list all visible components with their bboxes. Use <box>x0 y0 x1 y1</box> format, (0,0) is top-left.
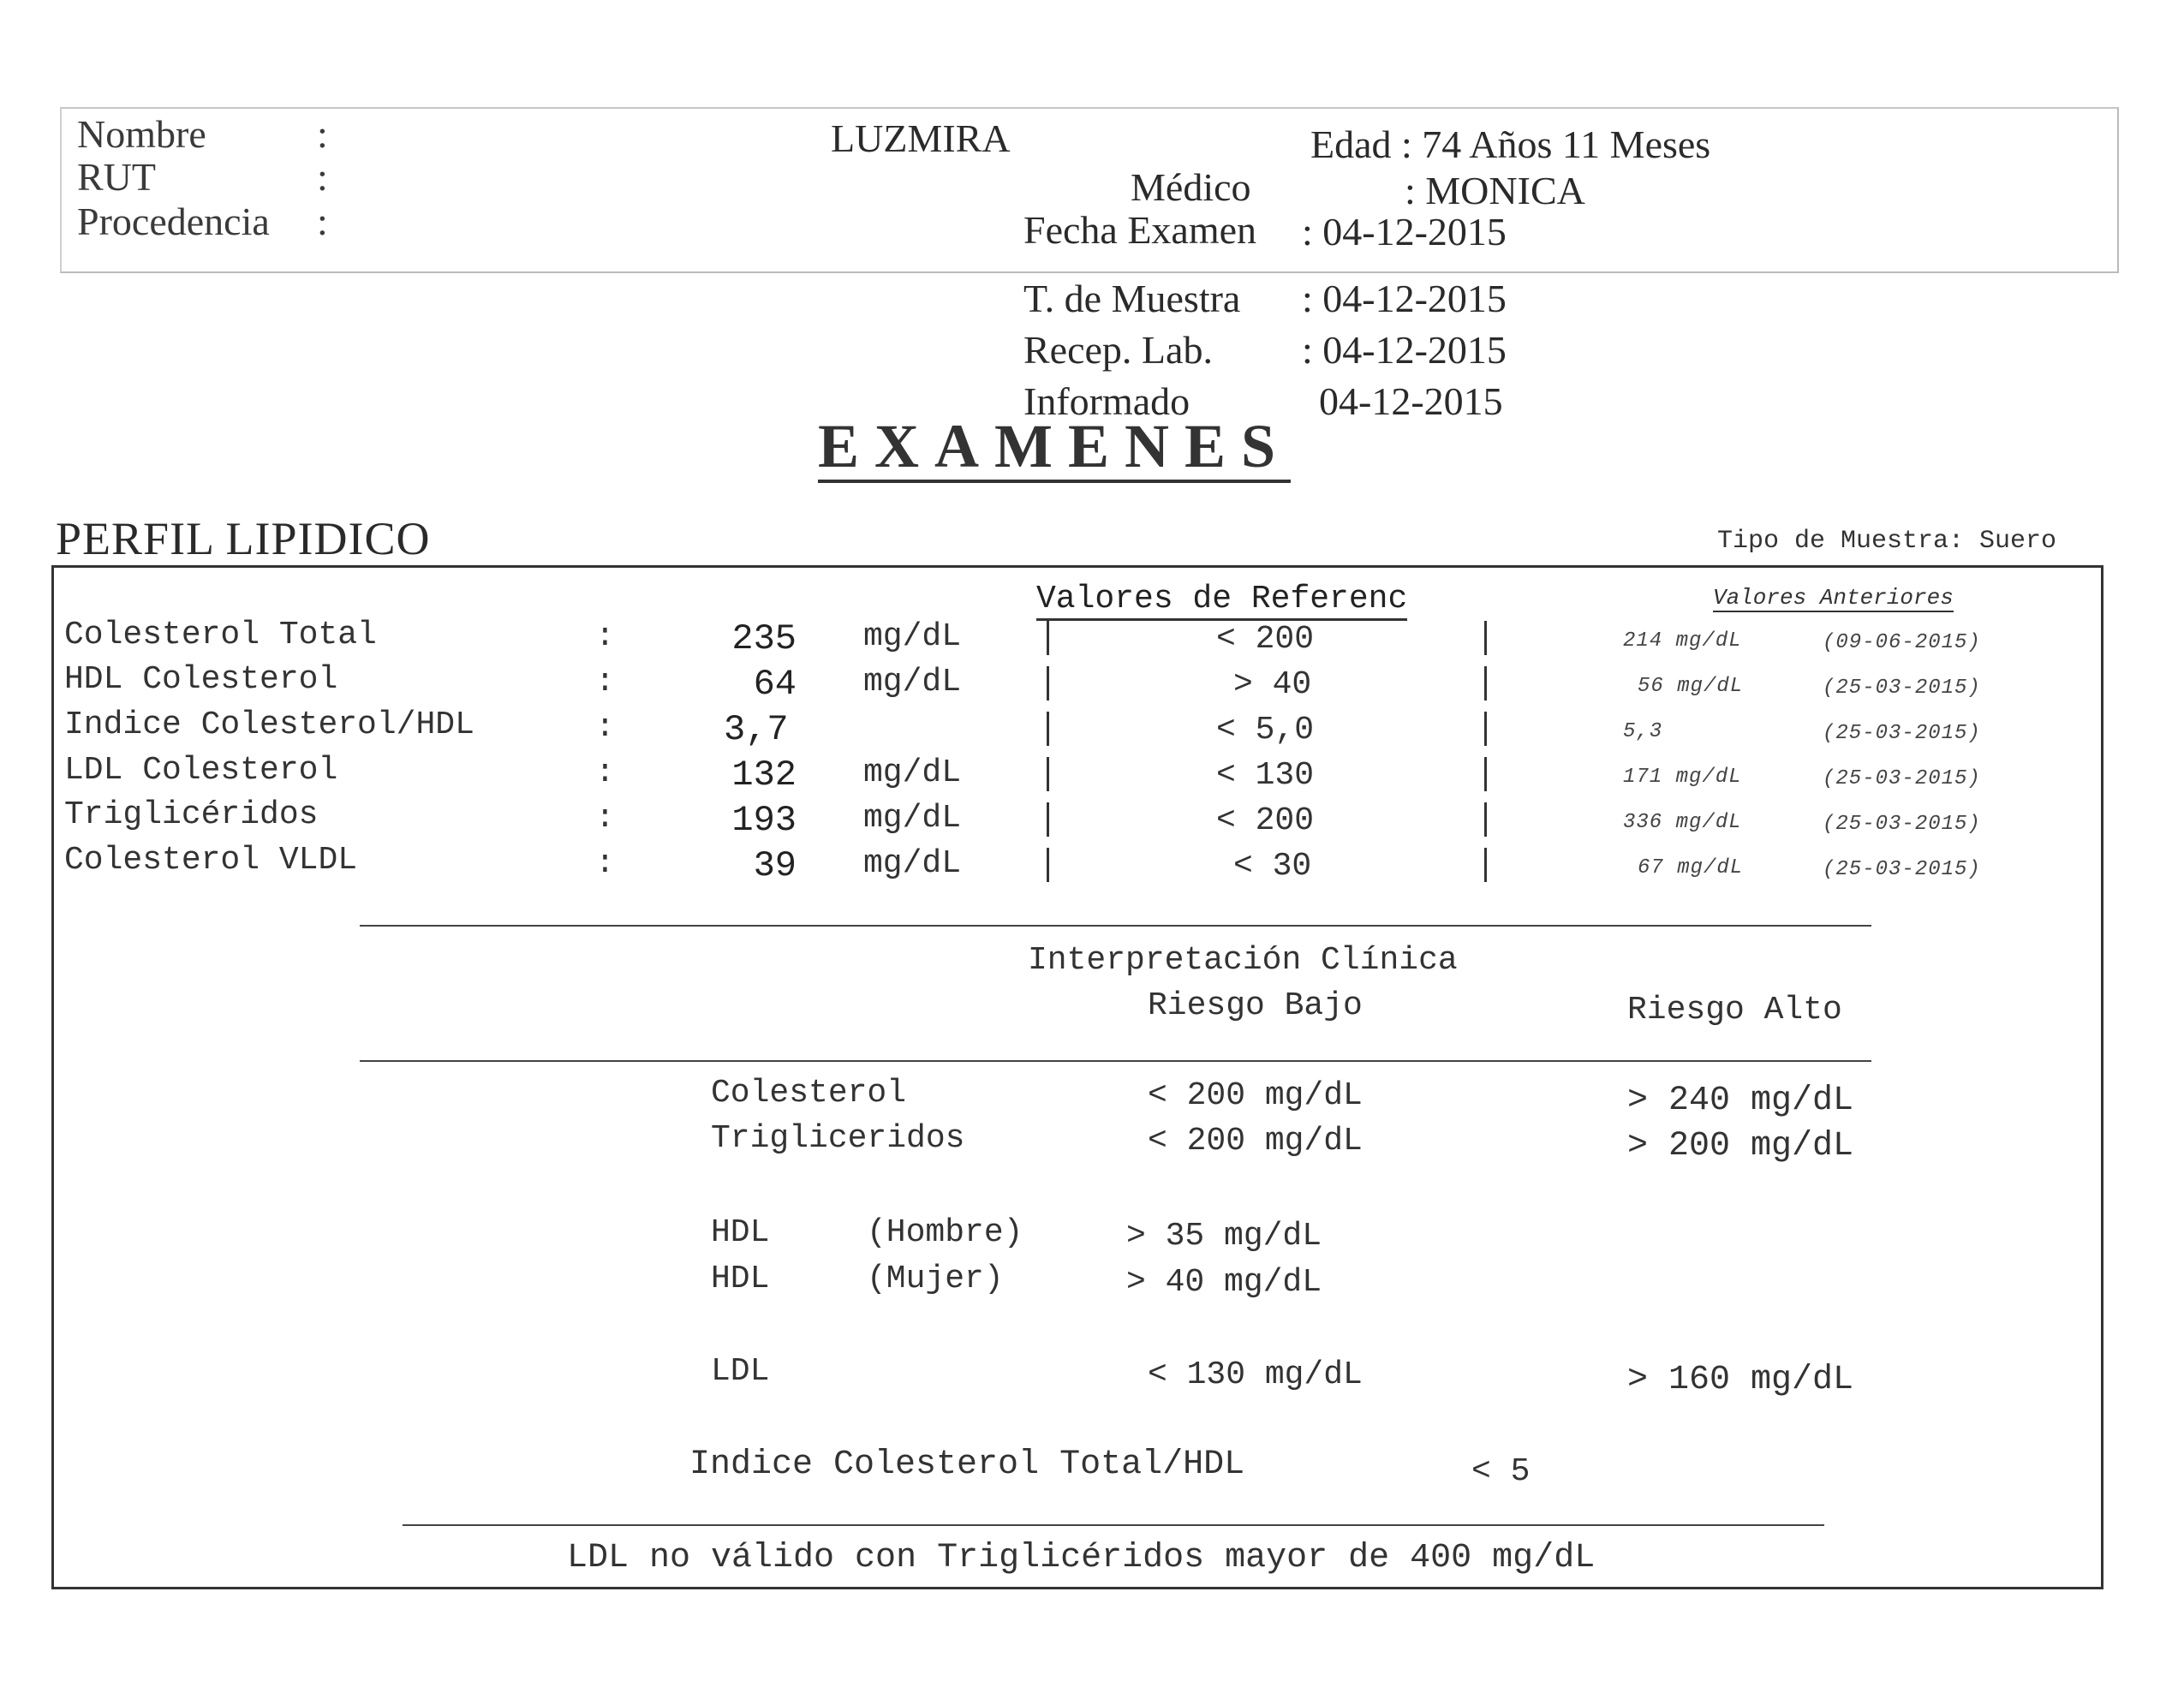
interp-ldl-high: > 160 mg/dL <box>1627 1361 1854 1399</box>
procedencia-colon: : <box>317 200 328 243</box>
row-colon: : <box>595 754 615 791</box>
reference-value: < 130 <box>1216 757 1315 794</box>
test-name: Indice Colesterol/HDL <box>64 706 474 743</box>
test-unit: mg/dL <box>863 618 962 655</box>
row-colon: : <box>595 664 615 700</box>
previous-value: 67 mg/dL <box>1638 856 1744 879</box>
fecha-examen-value: : 04-12-2015 <box>1302 210 1507 253</box>
interp-ldl-low: < 130 mg/dL <box>1148 1356 1363 1393</box>
test-unit: mg/dL <box>863 845 962 882</box>
test-value: 64 <box>753 664 797 705</box>
interp-ldl-label: LDL <box>711 1353 770 1390</box>
test-name: Colesterol Total <box>64 617 377 653</box>
divider-line <box>360 925 1871 927</box>
column-divider <box>1047 621 1049 655</box>
fecha-examen-label: Fecha Examen <box>1023 208 1257 252</box>
column-divider <box>1047 712 1049 746</box>
interpretation-title: Interpretación Clínica <box>1028 942 1458 979</box>
reference-value: < 5,0 <box>1216 712 1315 748</box>
row-colon: : <box>595 800 615 837</box>
interp-tg-label: Trigliceridos <box>711 1120 965 1157</box>
rut-colon: : <box>317 155 328 199</box>
rut-label: RUT <box>77 155 156 199</box>
procedencia-label: Procedencia <box>77 200 270 243</box>
column-divider <box>1047 802 1049 837</box>
interp-hdl-label-2: HDL <box>711 1261 770 1297</box>
column-divider <box>1484 848 1487 882</box>
divider-line <box>403 1524 1824 1526</box>
informado-value: 04-12-2015 <box>1319 379 1503 423</box>
previous-value: 56 mg/dL <box>1638 675 1744 698</box>
interp-hdl-mujer-label: (Mujer) <box>867 1261 1004 1297</box>
interp-indice-value: < 5 <box>1471 1453 1531 1490</box>
test-name: Colesterol VLDL <box>64 842 358 879</box>
patient-name: LUZMIRA <box>831 116 1011 160</box>
medico-label: Médico <box>1131 165 1251 209</box>
column-divider <box>1484 712 1487 746</box>
interp-hdl-hombre-label: (Hombre) <box>867 1214 1023 1251</box>
interp-hdl-hombre-value: > 35 mg/dL <box>1126 1218 1322 1255</box>
previous-value: 5,3 <box>1623 720 1663 743</box>
previous-date: (25-03-2015) <box>1823 677 1981 700</box>
reference-values-header: Valores de Referenc <box>1036 581 1407 621</box>
test-value: 132 <box>731 754 797 796</box>
previous-value: 171 mg/dL <box>1623 766 1742 789</box>
interp-colesterol-high: > 240 mg/dL <box>1627 1082 1854 1120</box>
interp-tg-high: > 200 mg/dL <box>1627 1127 1854 1165</box>
test-value: 235 <box>731 618 797 659</box>
interp-hdl-label: HDL <box>711 1214 770 1251</box>
previous-values-header: Valores Anteriores <box>1713 585 1954 611</box>
test-name: LDL Colesterol <box>64 752 338 789</box>
footnote: LDL no válido con Triglicéridos mayor de 400 mg/dL <box>567 1539 1596 1577</box>
page-title: EXAMENES <box>818 413 1291 483</box>
column-divider <box>1047 848 1049 882</box>
test-unit: mg/dL <box>863 800 962 837</box>
reference-value: < 30 <box>1233 848 1312 885</box>
section-title: PERFIL LIPIDICO <box>56 513 431 564</box>
row-colon: : <box>595 709 615 746</box>
previous-date: (09-06-2015) <box>1823 631 1981 654</box>
interp-hdl-mujer-value: > 40 mg/dL <box>1126 1264 1322 1301</box>
test-value: 39 <box>753 845 797 886</box>
recep-label: Recep. Lab. <box>1023 328 1213 372</box>
column-divider <box>1484 621 1487 655</box>
previous-date: (25-03-2015) <box>1823 813 1981 836</box>
interp-tg-low: < 200 mg/dL <box>1148 1123 1363 1159</box>
interp-colesterol-label: Colesterol <box>711 1075 907 1112</box>
column-divider <box>1484 666 1487 700</box>
medico-value: : MONICA <box>1405 169 1585 212</box>
previous-value: 214 mg/dL <box>1623 629 1742 653</box>
test-name: Triglicéridos <box>64 796 319 833</box>
muestra-label: T. de Muestra <box>1023 277 1241 320</box>
test-value: 193 <box>731 800 797 841</box>
sample-type: Tipo de Muestra: Suero <box>1717 527 2057 556</box>
interp-colesterol-low: < 200 mg/dL <box>1148 1077 1363 1114</box>
name-label: Nombre <box>77 112 206 156</box>
test-unit: mg/dL <box>863 754 962 791</box>
informado-label: Informado <box>1023 379 1190 423</box>
test-unit: mg/dL <box>863 664 962 700</box>
row-colon: : <box>595 618 615 655</box>
column-divider <box>1484 802 1487 837</box>
column-divider <box>1047 757 1049 791</box>
previous-date: (25-03-2015) <box>1823 767 1981 790</box>
reference-value: > 40 <box>1233 666 1312 703</box>
column-divider <box>1047 666 1049 700</box>
high-risk-header: Riesgo Alto <box>1627 992 1842 1028</box>
patient-age: Edad : 74 Años 11 Meses <box>1310 122 1711 166</box>
test-name: HDL Colesterol <box>64 661 338 698</box>
interp-indice-label: Indice Colesterol Total/HDL <box>689 1446 1245 1484</box>
reference-value: < 200 <box>1216 621 1315 658</box>
row-colon: : <box>595 845 615 882</box>
previous-date: (25-03-2015) <box>1823 858 1981 881</box>
test-value: 3,7 <box>724 709 789 750</box>
column-divider <box>1484 757 1487 791</box>
low-risk-header: Riesgo Bajo <box>1148 987 1363 1024</box>
muestra-value: : 04-12-2015 <box>1302 277 1507 320</box>
previous-value: 336 mg/dL <box>1623 811 1742 834</box>
divider-line <box>360 1060 1871 1062</box>
recep-value: : 04-12-2015 <box>1302 328 1507 372</box>
name-colon: : <box>317 112 328 156</box>
reference-value: < 200 <box>1216 802 1315 839</box>
previous-date: (25-03-2015) <box>1823 722 1981 745</box>
